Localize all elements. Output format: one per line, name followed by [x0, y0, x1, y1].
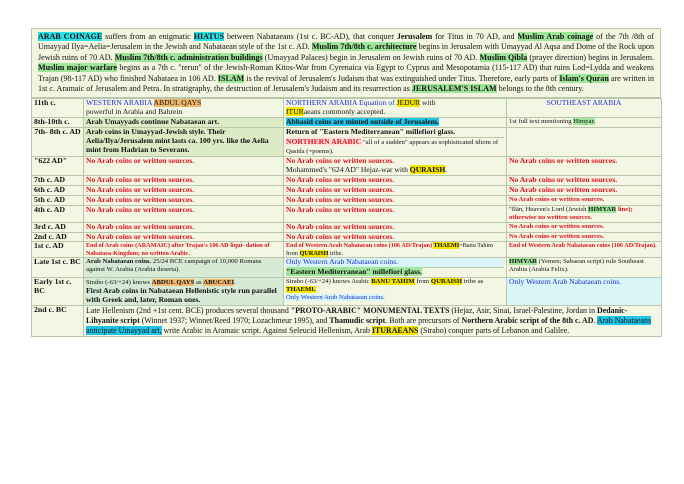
- cell-text: End of Western Arab Nabataean coins (106 AD/Trajan): [286, 242, 434, 250]
- quraish-term: QURAISH: [409, 164, 446, 174]
- period-cell: 1st c. AD: [32, 242, 84, 258]
- period-cell: 2nd c. BC: [32, 305, 84, 336]
- cell-text: Arab Umayyads continue Nabataean art.: [86, 117, 220, 127]
- intro-text: are written in 1st c. Aramaic of Jerusalem and Petra. In stratigraphy, the destruction of Jerusalem's Judaism and its resurrection as: [38, 73, 654, 94]
- table-row: [32, 278, 662, 306]
- cell-text: (Yemen; Sabaean script) rule Southeast Arabia (Arabia Felix).: [509, 258, 644, 274]
- table-row: [32, 185, 662, 195]
- cell-text: tribe.: [328, 249, 343, 257]
- proto-arabic-term: "PROTO-ARABIC" MONUMENTAL TEXTS: [290, 305, 450, 315]
- intro-text: begins in Jerusalem with Umayyad Al Aqsa and Dome of the Rock upon Jewish ruins of 70 AD.: [38, 42, 655, 62]
- intro-text: of the 7th /8th of Umayyad Ilya=Aelia=Jerusalem in the Jewish and Nabataean style of the 1st c. AD.: [38, 32, 654, 52]
- western-cell: No Arab coins or written sources.: [84, 185, 284, 195]
- chronology-table: [31, 98, 662, 336]
- southern-cell: [507, 128, 662, 157]
- northern-cell: No Arab coins or written sources.: [284, 205, 507, 222]
- northern-cell: No Arab coins or written sources.: [284, 232, 507, 242]
- intro-text: suffers from an enigmatic: [102, 32, 194, 41]
- muslim-qibla-term: Muslim Qibla: [479, 52, 528, 62]
- document-page: [31, 28, 661, 337]
- period-cell: 7th c. AD: [32, 175, 84, 185]
- southern-cell: End of Western Arab Nabataean coins (106 AD/Trajan).: [507, 242, 662, 258]
- intro-text: for Titus in 70 AD, and: [432, 32, 518, 41]
- itur-term: ITUR: [286, 107, 304, 117]
- northern-cell: No Arab coins or written sources.: [284, 222, 507, 232]
- southern-cell: [507, 258, 662, 278]
- table-row: [32, 157, 662, 176]
- dedanic-term: Dedanic-Lihyanite script: [86, 305, 628, 325]
- western-cell: No Arab coins or written sources.: [84, 232, 284, 242]
- western-cell: [84, 118, 284, 128]
- cell-text: tribe as: [462, 278, 484, 286]
- southern-cell: Only Western Arab Nabataean coins.: [507, 278, 662, 306]
- cell-text: line); otherwise no written sources.: [509, 205, 633, 221]
- period-cell: 11th c.: [32, 99, 84, 118]
- northern-cell: [284, 278, 507, 306]
- table-row: [32, 118, 662, 128]
- header-text: WESTERN ARABIA: [86, 98, 154, 108]
- banu-tahim-term: BANU TAHIM: [371, 278, 415, 286]
- intro-text: (Umayyad Palaces) begin in Jerusalem on Jewish ruins of 70 AD.: [262, 52, 480, 62]
- intro-text: begins as a 7th c. "rerun" of the Jewish-Roman Kitos-War from Cyrenaica via Egypt to Cyprus and Mesopotamia (115-117 AD) that ruins Lod=Lydda and weakens Trajan (98-117 AD) who finished Nabataea in 106 AD.: [38, 63, 654, 83]
- southeast-arabia-header: SOUTHEAST ARABIA: [507, 99, 662, 118]
- intro-text: is the revival of Jerusalem's Judaism that was extinguished under Titus. Therefore, early parts of: [244, 73, 560, 83]
- northern-cell: [284, 157, 507, 176]
- cell-text: Strabo (-63/+24) knows Arabic: [286, 278, 372, 286]
- cell-text: =Banu Tahim from: [286, 242, 493, 257]
- cell-text: as: [194, 279, 204, 287]
- period-cell: Early 1st c. BC: [32, 278, 84, 306]
- western-cell: No Arab coins or written sources.: [84, 222, 284, 232]
- western-cell: No Arab coins or written sources.: [84, 175, 284, 185]
- cell-text: .: [234, 279, 236, 287]
- thaemi-term: THAEMI.: [286, 286, 316, 294]
- himyar-term: HIMYAR: [509, 258, 537, 266]
- cell-text: (Winnet 1937; Winnet/Reed 1970; Lozachmeur 1995), and: [139, 315, 330, 325]
- cell-text: First Arab coins in Nabataean Hellenistic style run parallel with Greek and, later, Roman ones.: [86, 286, 277, 304]
- quraish-term: QURAISH: [430, 278, 463, 286]
- western-cell: [84, 278, 284, 306]
- western-cell: End of Arab coins (ARAMAIC) after Trajan's 106 AD liqui- dation of Nabataea-Kingdom; no written Arabic.: [84, 242, 284, 258]
- header-text: with: [420, 98, 436, 108]
- islam-term: ISLAM: [217, 73, 245, 83]
- table-row: [32, 175, 662, 185]
- abdul-qays-term: ABDUL QAYS: [151, 279, 195, 287]
- northern-cell: [284, 242, 507, 258]
- cell-text: .: [593, 315, 597, 325]
- southern-cell: No Arab coins or written sources.: [507, 175, 662, 185]
- cell-text: from: [414, 278, 431, 286]
- ituraeans-term: ITURAEANS: [371, 325, 419, 335]
- southern-cell: [507, 118, 662, 128]
- cell-text: "all of a sudden" appears as sophisticated idiom of Qasida (=poems).: [286, 139, 499, 156]
- header-text: powerful in Arabia and Bahrein: [86, 107, 183, 117]
- cell-text: Mohammed's "624 AD" Hejaz-war with: [286, 164, 410, 174]
- period-cell: 5th c. AD: [32, 195, 84, 205]
- period-cell: 8th-10th c.: [32, 118, 84, 128]
- southern-cell: No Arab coins or written sources.: [507, 232, 662, 242]
- table-row: [32, 128, 662, 157]
- southern-cell: [507, 205, 662, 222]
- table-row: [32, 195, 662, 205]
- table-row: [32, 258, 662, 278]
- table-row: [32, 305, 662, 336]
- northern-arabic-term: NORTHERN ARABIC: [286, 137, 363, 147]
- northern-cell: [284, 258, 507, 278]
- jerusalem-term: Jerusalem: [396, 32, 433, 41]
- thamudic-term: Thamudic script: [329, 315, 386, 325]
- cell-text: 25/24 BCE campaign of 10,000 Romans against W. Arabia (Arabia deserta).: [86, 258, 262, 274]
- intro-paragraph: [31, 28, 661, 98]
- muslim-administration-term: Muslim 7th/8th c. administration buildings: [114, 52, 263, 62]
- muslim-coinage-term: Muslim Arab coinage: [517, 32, 594, 41]
- arab-coinage-term: ARAB COINAGE: [38, 32, 103, 41]
- jedur-term: JEDUR: [396, 98, 421, 108]
- period-cell: 2nd c. AD: [32, 232, 84, 242]
- northern-cell: [284, 128, 507, 157]
- cell-text: "Eastern Mediterranean" millefiori glass.: [286, 267, 422, 277]
- northern-cell: No Arab coins or written sources.: [284, 185, 507, 195]
- cell-text: Only Western Arab Nabataean coins.: [286, 258, 504, 268]
- cell-text: No Arab coins or written sources.: [286, 156, 395, 166]
- header-text: NORTHERN ARABIA Equation of: [286, 98, 397, 108]
- cell-text: Only Western Arab Nabataean coins.: [286, 294, 385, 302]
- hiatus-term: HIATUS: [193, 32, 224, 41]
- intro-text: (prayer direction) begins in Jerusalem.: [527, 52, 655, 62]
- cell-text: (Strabo) conquer parts of Lebanon and Galilee.: [418, 325, 570, 335]
- period-cell: 6th c. AD: [32, 185, 84, 195]
- table-row: [32, 232, 662, 242]
- northern-arabic-script-term: Northern Arabic script of the 8th c. AD: [461, 315, 594, 325]
- cell-text: Strabo (-63/+24) knows: [86, 279, 152, 287]
- western-arabia-header: [84, 99, 284, 118]
- northern-cell: No Arab coins or written sources.: [284, 175, 507, 185]
- jerusalems-islam-term: JERUSALEM'S ISLAM: [411, 84, 497, 94]
- muslim-warfare-term: Muslim major warfare: [38, 63, 118, 73]
- muslim-architecture-term: Muslim 7th/8th c. architecture: [311, 42, 417, 52]
- intro-text: between Nabataeans (1st c. BC-AD), that conquer: [223, 32, 397, 41]
- cell-text: 1st full text mentioning: [509, 118, 574, 126]
- table-row: [32, 222, 662, 232]
- period-cell: 4th c. AD: [32, 205, 84, 222]
- cell-text: "Ilān, Heaven's Lord (Jewish: [509, 205, 589, 213]
- period-cell: "622 AD": [32, 157, 84, 176]
- cell-text: Return of "Eastern Mediterranean" millefiori glass.: [286, 128, 504, 138]
- southern-cell: No Arab coins or written sources.: [507, 185, 662, 195]
- northern-cell: No Arab coins or written sources.: [284, 195, 507, 205]
- period-cell: 7th- 8th c. AD: [32, 128, 84, 157]
- cell-text: Late Hellenism (2nd +1st cent. BCE) produces several thousand: [86, 305, 291, 315]
- western-cell: Arab coins in Umayyad-Jewish style. Their Aelia/Ilya/Jerusalem mint lasts ca. 100 yrs. like the Aelia mint from Hadrian to Severans.: [84, 128, 284, 157]
- table-row: [32, 242, 662, 258]
- western-cell: [84, 258, 284, 278]
- cell-text: .: [445, 164, 448, 174]
- northern-cell: [284, 118, 507, 128]
- abucaei-term: ABUCAEI: [203, 279, 235, 287]
- second-century-bc-cell: [84, 305, 662, 336]
- thaemi-term: THAEMI: [433, 242, 460, 250]
- cell-text: (Hejaz, Asir, Sinai, Israel-Palestine, Jordan in: [449, 305, 598, 315]
- header-text: aeans commonly accepted.: [303, 107, 386, 117]
- period-cell: Late 1st c. BC: [32, 258, 84, 278]
- quraish-term: QURAISH: [299, 249, 329, 257]
- abdul-qays-term: ABDUL QAYS: [153, 98, 202, 108]
- cell-text: write Arabic in Aramaic script. Against Seleucid Hellenism, Arab: [161, 325, 372, 335]
- cell-text: Abbasid coins are minted outside of Jerusalem.: [286, 117, 439, 127]
- period-cell: 3rd c. AD: [32, 222, 84, 232]
- nabataeans-umayyad-term: Arab Nabataeans anticipate Umayyad art,: [86, 315, 652, 335]
- intro-text: belongs to the 8th century.: [496, 84, 584, 94]
- table-row: [32, 99, 662, 118]
- southern-cell: No Arab coins or written sources.: [507, 222, 662, 232]
- western-cell: No Arab coins or written sources.: [84, 157, 284, 176]
- western-cell: No Arab coins or written sources.: [84, 195, 284, 205]
- western-cell: No Arab coins or written sources.: [84, 205, 284, 222]
- quran-term: Islam's Quran: [559, 73, 609, 83]
- northern-arabia-header: [284, 99, 507, 118]
- cell-text: . Both are precursors of: [385, 315, 462, 325]
- himyar-term: Himyar.: [573, 118, 596, 126]
- southern-cell: No Arab coins or written sources.: [507, 195, 662, 205]
- himyar-term: HIMYAR: [588, 205, 617, 213]
- table-row: [32, 205, 662, 222]
- cell-text: Arab Nabataean coins.: [86, 258, 152, 266]
- southern-cell: No Arab coins or written sources.: [507, 157, 662, 176]
